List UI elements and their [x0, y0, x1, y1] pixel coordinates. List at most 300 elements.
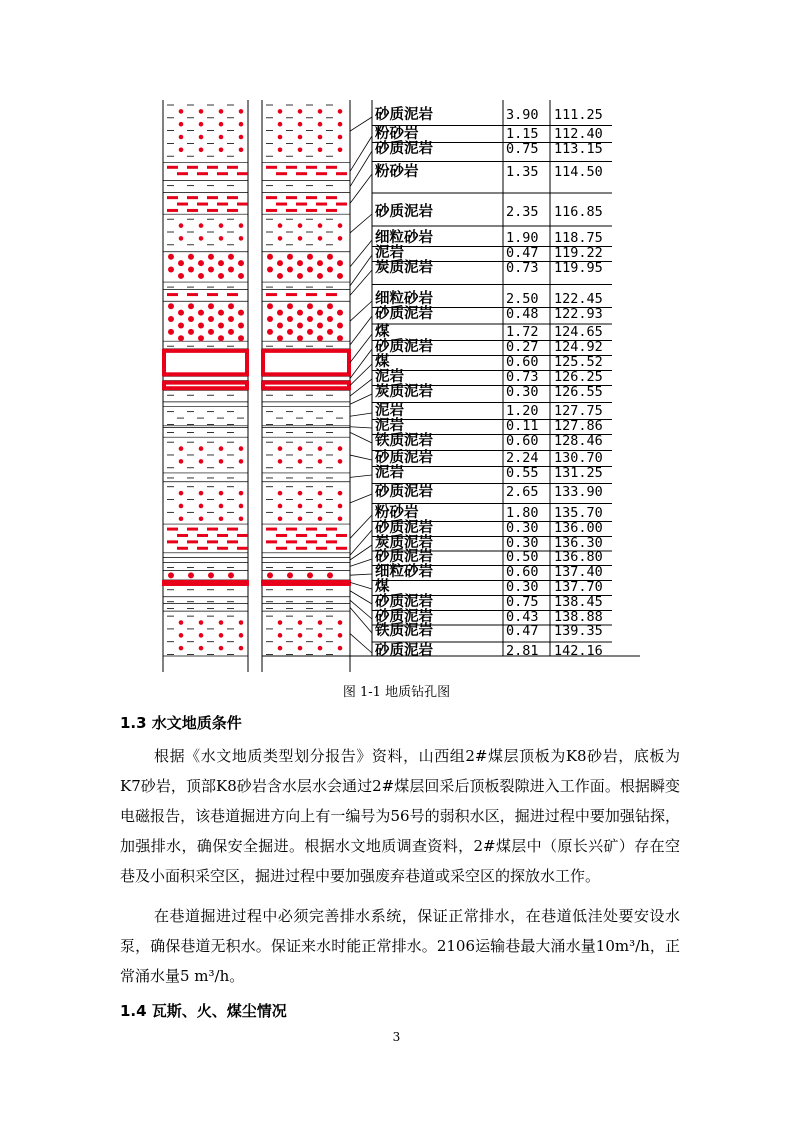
red-dot	[188, 267, 194, 273]
depth-value: 118.75	[554, 230, 603, 246]
red-dash	[286, 166, 297, 169]
red-dot	[338, 491, 343, 496]
red-dash	[227, 540, 238, 543]
red-dot	[219, 109, 224, 114]
leader-line	[350, 574, 372, 575]
red-dot	[218, 260, 224, 266]
lithology-name: 铁质泥岩	[375, 623, 433, 639]
red-dot	[179, 633, 184, 638]
red-dot	[267, 316, 273, 322]
red-dot	[307, 572, 313, 578]
red-dot	[208, 316, 214, 322]
red-dot	[168, 254, 174, 260]
leader-line	[350, 316, 372, 345]
red-dot	[199, 504, 204, 509]
red-dash	[316, 172, 327, 175]
red-dot	[278, 646, 283, 651]
red-dash	[187, 528, 198, 531]
red-dot	[277, 335, 283, 341]
red-dash	[187, 293, 198, 296]
red-dot	[297, 335, 303, 341]
red-dot	[199, 109, 204, 114]
red-dot	[219, 135, 224, 140]
thickness-value: 0.30	[506, 535, 539, 551]
red-dot	[298, 633, 303, 638]
leader-line	[350, 255, 372, 286]
coal-seam	[263, 351, 349, 374]
red-dash	[207, 293, 218, 296]
red-dot	[337, 335, 343, 341]
depth-value: 124.92	[554, 339, 603, 355]
red-dot	[277, 310, 283, 316]
depth-value: 138.88	[554, 609, 603, 625]
red-dot	[298, 516, 303, 521]
red-dot	[239, 223, 244, 228]
lithology-name: 砂质泥岩	[375, 339, 433, 355]
thickness-value: 0.60	[506, 564, 539, 580]
red-dot	[208, 267, 214, 273]
red-dash	[167, 540, 178, 543]
red-dash	[276, 534, 287, 537]
red-dash	[286, 293, 297, 296]
red-dot	[218, 310, 224, 316]
red-dot	[317, 335, 323, 341]
red-dot	[178, 273, 184, 279]
red-dot	[238, 273, 244, 279]
red-dot	[337, 322, 343, 328]
red-dash	[326, 166, 337, 169]
thickness-value: 0.47	[506, 245, 539, 261]
red-dot	[327, 572, 333, 578]
coal-seam	[263, 582, 349, 584]
red-dash	[276, 172, 287, 175]
red-dash	[326, 196, 337, 199]
depth-value: 133.90	[554, 484, 603, 500]
red-dash	[227, 209, 238, 212]
red-dot	[338, 148, 343, 153]
red-dash	[197, 203, 208, 206]
leader-line	[350, 151, 372, 187]
red-dot	[219, 446, 224, 451]
red-dash	[286, 209, 297, 212]
red-dot	[287, 572, 293, 578]
leader-line	[350, 334, 372, 363]
red-dot	[327, 316, 333, 322]
lithology-name: 泥岩	[375, 403, 404, 419]
red-dash	[336, 203, 347, 206]
red-dot	[287, 254, 293, 260]
strata-table	[262, 100, 640, 659]
red-dot	[239, 135, 244, 140]
lithology-column-left	[163, 100, 248, 672]
red-dash	[217, 534, 228, 537]
red-dash	[306, 166, 317, 169]
red-dot	[338, 620, 343, 625]
red-dot	[338, 516, 343, 521]
thickness-value: 1.72	[506, 324, 539, 340]
thickness-value: 0.50	[506, 549, 539, 565]
lithology-name: 细粒砂岩	[375, 230, 433, 246]
lithology-name: 砂质泥岩	[375, 520, 433, 536]
red-dash	[296, 172, 307, 175]
red-dot	[267, 254, 273, 260]
red-dot	[198, 322, 204, 328]
red-dot	[179, 516, 184, 521]
red-dot	[298, 504, 303, 509]
leader-line	[350, 494, 372, 503]
red-dot	[219, 148, 224, 153]
red-dash	[207, 528, 218, 531]
red-dot	[278, 236, 283, 241]
red-dot	[219, 236, 224, 241]
red-dot	[199, 516, 204, 521]
red-dot	[297, 260, 303, 266]
red-dot	[287, 303, 293, 309]
red-dash	[326, 209, 337, 212]
red-dash	[296, 547, 307, 550]
lithology-name: 细粒砂岩	[375, 291, 433, 307]
red-dot	[318, 148, 323, 153]
red-dot	[219, 646, 224, 651]
red-dash	[177, 172, 188, 175]
red-dot	[178, 322, 184, 328]
red-dot	[238, 322, 244, 328]
red-dot	[199, 620, 204, 625]
thickness-value: 0.73	[506, 369, 539, 385]
depth-value: 137.70	[554, 579, 603, 595]
leader-lines	[350, 117, 372, 653]
red-dot	[188, 572, 194, 578]
paragraph-hydrogeology-2: 在巷道掘进过程中必须完善排水系统，保证正常排水，在巷道低洼处要安设水泵，确保巷道无积水。保证来水时能正常排水。2106运输巷最大涌水量10m³/h，正常涌水量5 m³/h。	[120, 907, 680, 985]
lithology-name: 粉砂岩	[375, 126, 419, 142]
red-dot	[239, 620, 244, 625]
red-dash	[336, 534, 347, 537]
lithology-name: 细粒砂岩	[375, 564, 433, 580]
red-dot	[318, 491, 323, 496]
red-dash	[217, 203, 228, 206]
red-dot	[318, 109, 323, 114]
red-dot	[298, 459, 303, 464]
red-dot	[337, 310, 343, 316]
red-dot	[278, 446, 283, 451]
red-dot	[327, 303, 333, 309]
lithology-name: 砂质泥岩	[375, 594, 433, 610]
red-dot	[199, 135, 204, 140]
red-dot	[307, 303, 313, 309]
red-dot	[278, 148, 283, 153]
red-dot	[307, 316, 313, 322]
red-dot	[199, 459, 204, 464]
red-dot	[228, 316, 234, 322]
red-dash	[177, 534, 188, 537]
thickness-value: 1.90	[506, 230, 539, 246]
depth-value: 136.00	[554, 520, 603, 536]
leader-line	[350, 413, 372, 416]
leader-line	[350, 530, 372, 555]
red-dot	[218, 273, 224, 279]
red-dot	[228, 254, 234, 260]
thickness-value: 3.90	[506, 107, 539, 123]
lithology-name: 砂质泥岩	[375, 141, 433, 157]
red-dot	[338, 459, 343, 464]
red-dot	[199, 646, 204, 651]
red-dot	[179, 504, 184, 509]
red-dot	[179, 236, 184, 241]
red-dash	[276, 203, 287, 206]
thickness-value: 0.30	[506, 520, 539, 536]
red-dot	[188, 329, 194, 335]
red-dot	[297, 322, 303, 328]
red-dash	[286, 528, 297, 531]
red-dot	[338, 446, 343, 451]
red-dot	[218, 322, 224, 328]
red-dot	[168, 316, 174, 322]
lithology-column-right	[262, 100, 350, 672]
lithology-name: 砂质泥岩	[375, 549, 433, 565]
lithology-name: 粉砂岩	[375, 505, 419, 521]
red-dot	[188, 316, 194, 322]
red-dot	[238, 310, 244, 316]
red-dot	[327, 254, 333, 260]
red-dot	[278, 516, 283, 521]
red-dot	[199, 446, 204, 451]
red-dot	[199, 633, 204, 638]
red-dot	[317, 273, 323, 279]
depth-value: 135.70	[554, 505, 603, 521]
leader-line	[350, 301, 372, 321]
red-dot	[239, 516, 244, 521]
thickness-value: 1.15	[506, 126, 539, 142]
red-dash	[187, 540, 198, 543]
red-dot	[188, 303, 194, 309]
red-dash	[227, 528, 238, 531]
red-dash	[187, 166, 198, 169]
red-dot	[298, 135, 303, 140]
red-dash	[336, 172, 347, 175]
red-dot	[298, 223, 303, 228]
depth-value: 131.25	[554, 465, 603, 481]
figure-caption: 图 1-1 地质钻孔图	[342, 685, 451, 700]
depth-value: 142.16	[554, 643, 603, 659]
red-dash	[296, 203, 307, 206]
red-dot	[318, 633, 323, 638]
red-dash	[306, 540, 317, 543]
thickness-value: 2.35	[506, 204, 539, 220]
depth-value: 112.40	[554, 126, 603, 142]
leader-line	[350, 117, 372, 131]
red-dot	[267, 329, 273, 335]
red-dot	[178, 335, 184, 341]
red-dot	[297, 273, 303, 279]
leader-line	[350, 515, 372, 538]
lithology-name: 砂质泥岩	[375, 609, 433, 625]
lithology-name: 砂质泥岩	[375, 450, 433, 466]
red-dot	[278, 122, 283, 127]
depth-value: 127.86	[554, 418, 603, 434]
red-dot	[238, 335, 244, 341]
thickness-value: 0.75	[506, 141, 539, 157]
depth-value: 130.70	[554, 450, 603, 466]
depth-value: 125.52	[554, 354, 603, 370]
red-dash	[306, 196, 317, 199]
red-dot	[198, 310, 204, 316]
red-dash	[197, 534, 208, 537]
red-dash	[207, 166, 218, 169]
thickness-value: 0.11	[506, 418, 539, 434]
red-dot	[298, 109, 303, 114]
red-dot	[277, 322, 283, 328]
red-dot	[199, 491, 204, 496]
red-dot	[287, 267, 293, 273]
red-dot	[239, 633, 244, 638]
leader-line	[350, 582, 372, 589]
thickness-value: 2.50	[506, 291, 539, 307]
red-dash	[316, 203, 327, 206]
leader-line	[350, 270, 372, 295]
leader-line	[350, 600, 372, 619]
leader-line	[350, 136, 372, 171]
red-dot	[219, 223, 224, 228]
red-dot	[219, 459, 224, 464]
red-dot	[179, 148, 184, 153]
red-dot	[287, 329, 293, 335]
red-dot	[179, 459, 184, 464]
red-dash	[177, 547, 188, 550]
red-dot	[278, 491, 283, 496]
red-dot	[208, 303, 214, 309]
red-dot	[188, 254, 194, 260]
red-dash	[237, 534, 248, 537]
lithology-name: 炭质泥岩	[375, 384, 433, 400]
red-dash	[266, 293, 277, 296]
red-dot	[179, 646, 184, 651]
red-dot	[317, 260, 323, 266]
red-dot	[239, 109, 244, 114]
coal-seam	[164, 383, 247, 389]
red-dot	[239, 236, 244, 241]
section-heading-1-3: 1.3 水文地质条件	[120, 714, 242, 732]
red-dot	[278, 109, 283, 114]
red-dash	[237, 547, 248, 550]
red-dot	[219, 491, 224, 496]
red-dash	[286, 196, 297, 199]
red-dot	[168, 303, 174, 309]
red-dot	[317, 310, 323, 316]
lithology-name: 砂质泥岩	[375, 484, 433, 500]
red-dot	[168, 329, 174, 335]
red-dot	[239, 491, 244, 496]
red-dot	[298, 491, 303, 496]
thickness-value: 0.60	[506, 433, 539, 449]
red-dot	[179, 135, 184, 140]
leader-line	[350, 545, 372, 560]
page-number: 3	[392, 1030, 401, 1044]
thickness-value: 0.75	[506, 594, 539, 610]
red-dot	[228, 329, 234, 335]
red-dot	[199, 223, 204, 228]
red-dot	[179, 109, 184, 114]
red-dot	[179, 122, 184, 127]
lithology-name: 炭质泥岩	[375, 260, 433, 276]
red-dot	[208, 254, 214, 260]
thickness-value: 2.81	[506, 643, 539, 659]
red-dash	[326, 540, 337, 543]
depth-value: 127.75	[554, 403, 603, 419]
red-dash	[326, 528, 337, 531]
red-dot	[298, 122, 303, 127]
red-dot	[278, 223, 283, 228]
lithology-name: 粉砂岩	[375, 164, 419, 180]
red-dash	[276, 547, 287, 550]
red-dash	[227, 196, 238, 199]
thickness-value: 1.20	[506, 403, 539, 419]
red-dot	[278, 459, 283, 464]
red-dash	[266, 209, 277, 212]
red-dash	[326, 293, 337, 296]
red-dot	[218, 335, 224, 341]
leader-line	[350, 379, 372, 396]
depth-value: 137.40	[554, 564, 603, 580]
red-dot	[338, 135, 343, 140]
thickness-value: 0.43	[506, 609, 539, 625]
leader-line	[350, 559, 372, 566]
red-dot	[318, 646, 323, 651]
red-dash	[167, 166, 178, 169]
red-dash	[266, 540, 277, 543]
red-dot	[179, 446, 184, 451]
red-dot	[208, 329, 214, 335]
depth-value: 119.22	[554, 245, 603, 261]
lithology-name: 砂质泥岩	[375, 643, 433, 659]
thickness-value: 2.65	[506, 484, 539, 500]
red-dot	[179, 620, 184, 625]
red-dot	[239, 122, 244, 127]
depth-value: 116.85	[554, 204, 603, 220]
lithology-name: 泥岩	[375, 418, 404, 434]
red-dash	[207, 196, 218, 199]
red-dash	[316, 534, 327, 537]
red-dot	[298, 236, 303, 241]
red-dot	[298, 446, 303, 451]
red-dot	[338, 504, 343, 509]
red-dash	[306, 528, 317, 531]
red-dot	[277, 273, 283, 279]
red-dot	[179, 223, 184, 228]
red-dash	[207, 540, 218, 543]
red-dash	[177, 203, 188, 206]
red-dot	[219, 620, 224, 625]
thickness-value: 0.60	[506, 354, 539, 370]
red-dot	[338, 223, 343, 228]
red-dot	[228, 303, 234, 309]
lithology-name: 煤	[375, 354, 390, 370]
red-dash	[237, 172, 248, 175]
red-dot	[318, 459, 323, 464]
thickness-value: 1.35	[506, 164, 539, 180]
leader-line	[350, 427, 372, 428]
red-dash	[167, 293, 178, 296]
red-dot	[278, 135, 283, 140]
red-dash	[266, 196, 277, 199]
red-dot	[179, 491, 184, 496]
leader-line	[350, 607, 372, 633]
leader-line	[350, 475, 372, 477]
red-dot	[239, 148, 244, 153]
coal-seam	[164, 351, 247, 374]
thickness-value: 0.73	[506, 260, 539, 276]
red-dash	[217, 172, 228, 175]
thickness-value: 1.80	[506, 505, 539, 521]
